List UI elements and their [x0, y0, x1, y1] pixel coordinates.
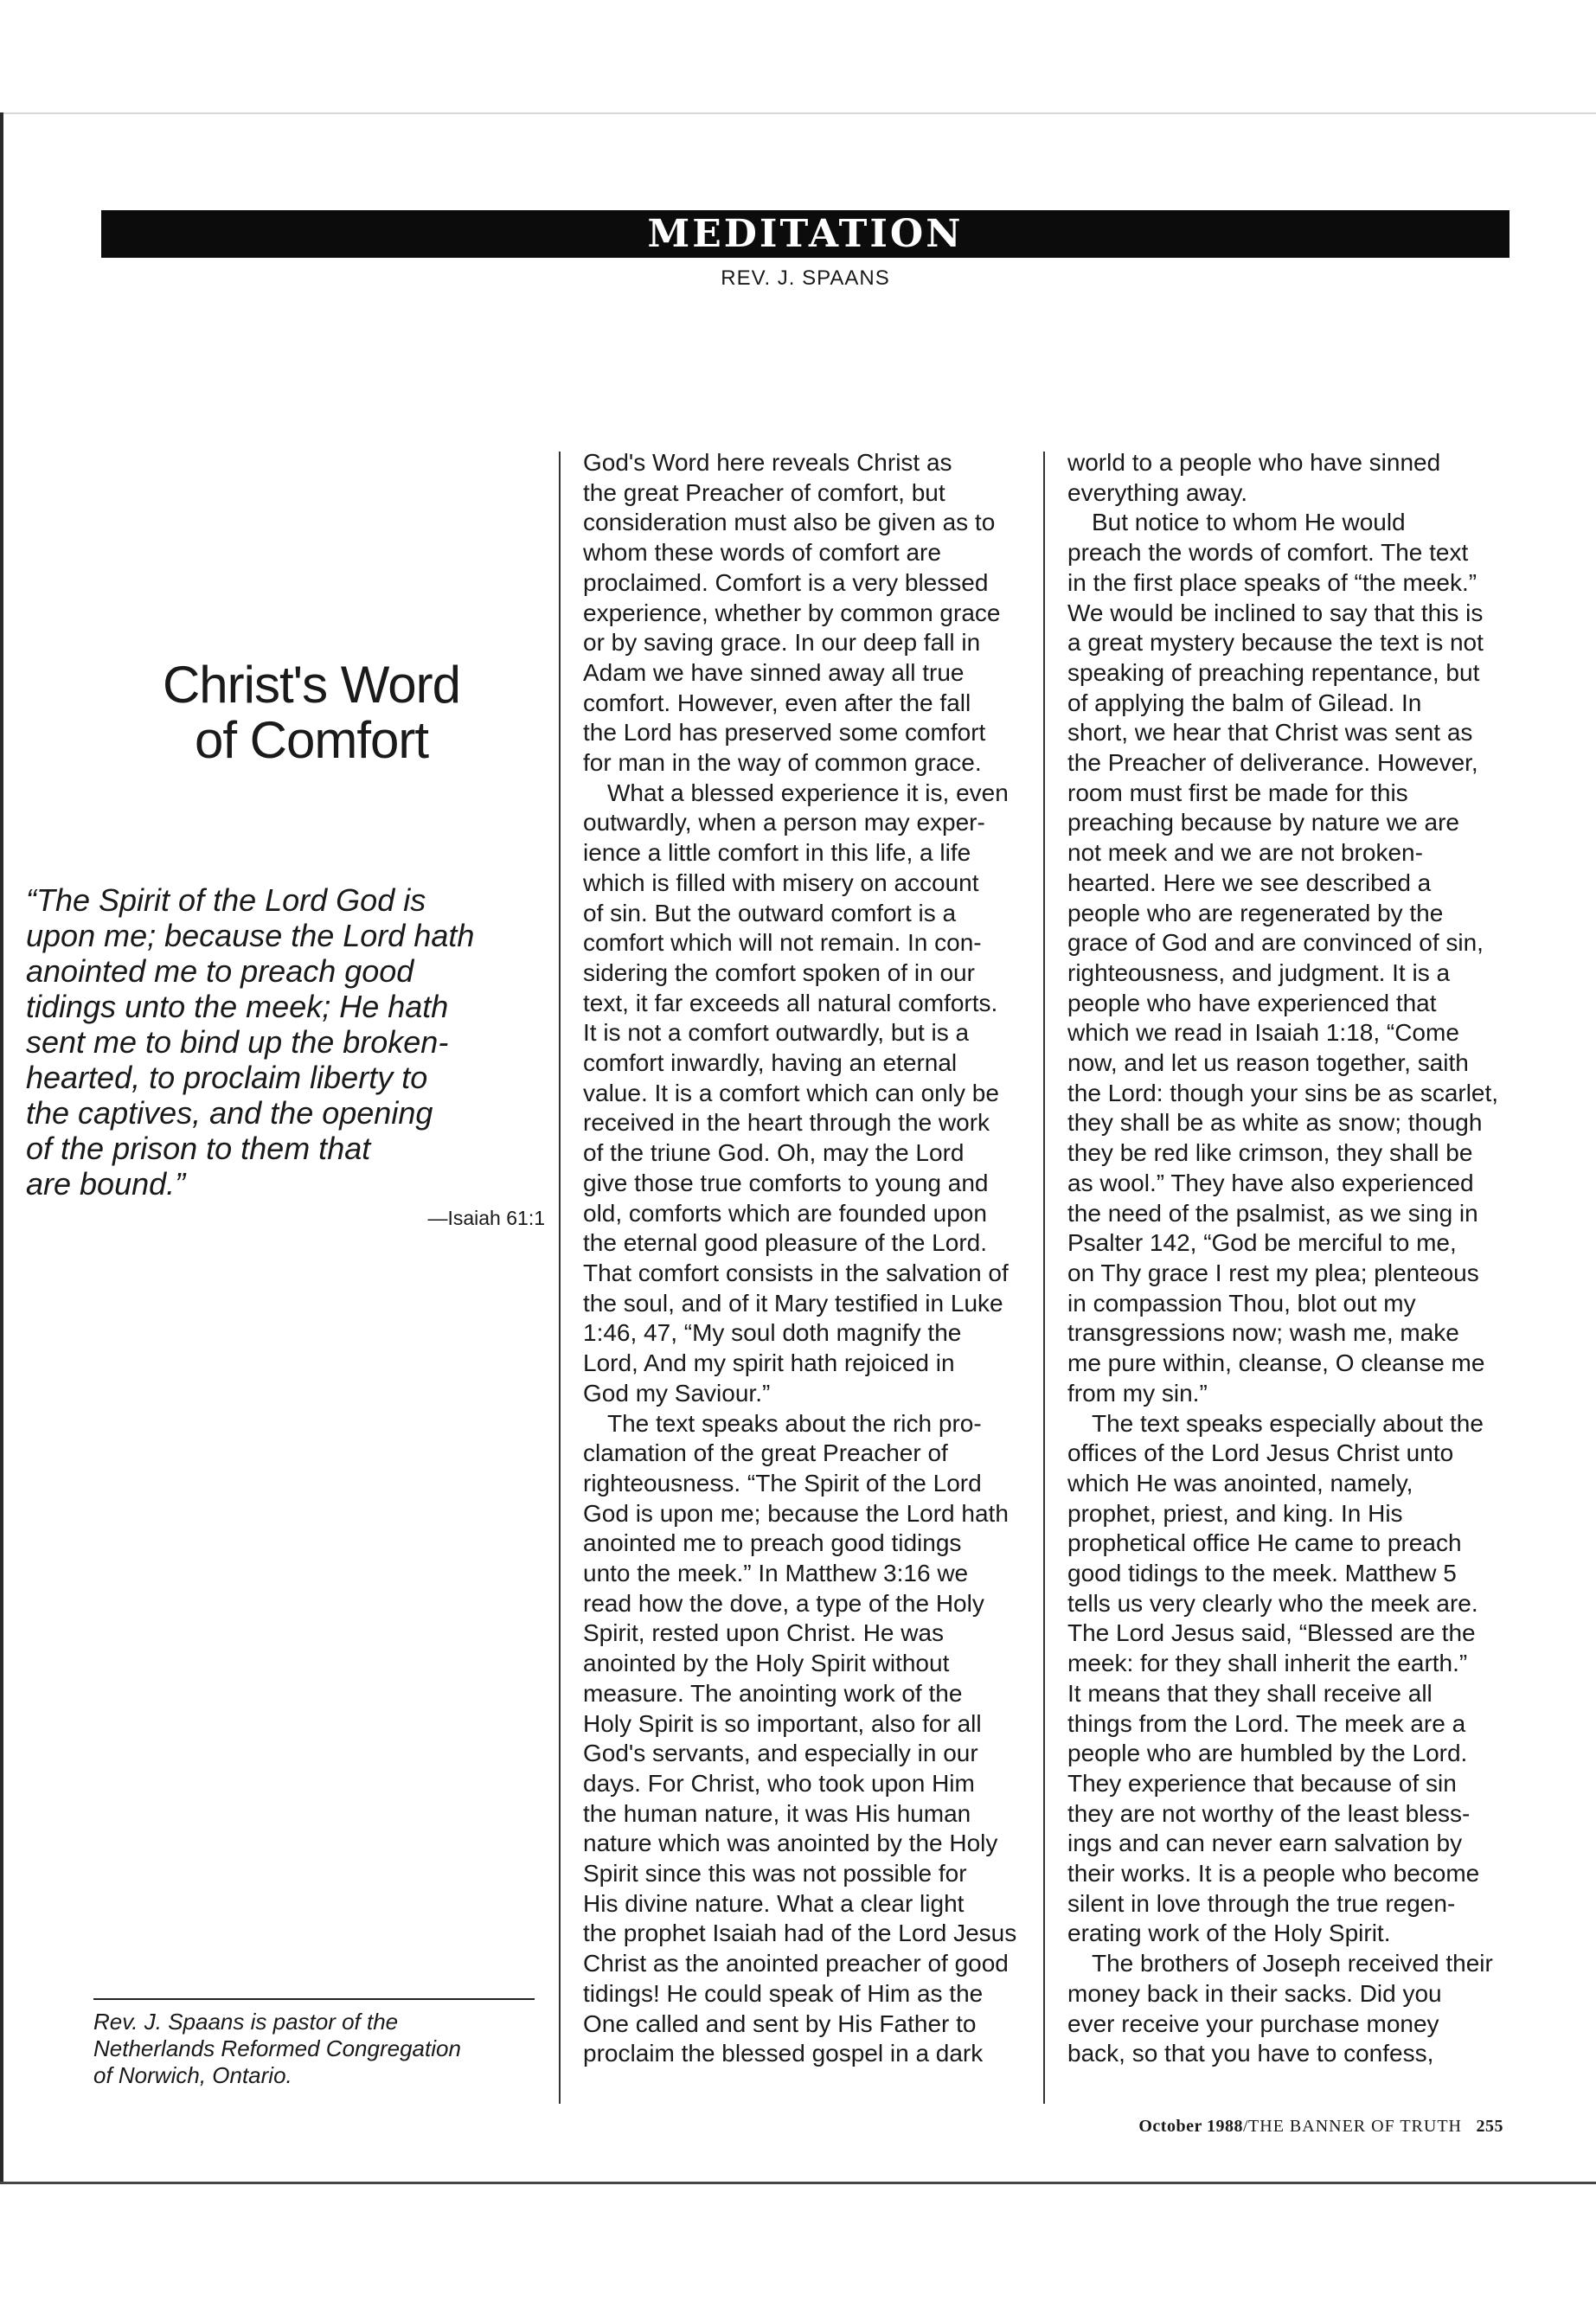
body-text-line: they be red like crimson, they shall be — [1067, 1139, 1473, 1167]
bio-line: Netherlands Reformed Congregation — [93, 2035, 461, 2061]
body-text-line: The text speaks about the rich pro- — [607, 1409, 982, 1437]
body-text-line: people who have experienced that — [1067, 989, 1437, 1016]
body-text-line: the soul, and of it Mary testified in Luke — [583, 1289, 1003, 1317]
body-text-line: hearted. Here we see described a — [1067, 868, 1432, 896]
body-text-line: which we read in Isaiah 1:18, “Come — [1067, 1019, 1459, 1047]
footer-publication: THE BANNER OF TRUTH — [1248, 2117, 1462, 2136]
body-text-line: the eternal good pleasure of the Lord. — [583, 1229, 988, 1257]
body-text-line: Psalter 142, “God be merciful to me, — [1067, 1229, 1457, 1257]
body-text-line: old, comforts which are founded upon — [583, 1199, 987, 1227]
scripture-quote — [26, 882, 545, 1202]
body-text-line: now, and let us reason together, saith — [1067, 1049, 1469, 1077]
body-text-line: Lord, And my spirit hath rejoiced in — [583, 1349, 955, 1377]
body-text-line: things from the Lord. The meek are a — [1067, 1709, 1466, 1737]
body-text-line: outwardly, when a person may exper- — [583, 809, 985, 836]
body-text-line: the human nature, it was His human — [583, 1799, 971, 1827]
body-text-line: Spirit since this was not possible for — [583, 1860, 967, 1888]
body-text-line: comfort which will not remain. In con- — [583, 929, 982, 957]
body-text-line: they shall be as white as snow; though — [1067, 1109, 1483, 1137]
body-text-line: God's servants, and especially in our — [583, 1740, 978, 1767]
quote-line: tidings unto the meek; He hath — [26, 989, 449, 1024]
body-text-line: anointed by the Holy Spirit without — [583, 1650, 950, 1677]
body-text-line: or by saving grace. In our deep fall in — [583, 629, 981, 657]
body-text-line: clamation of the great Preacher of — [583, 1439, 948, 1467]
body-text-line: proclaim the blessed gospel in a dark — [583, 2040, 984, 2067]
body-text-line: That comfort consists in the salvation of — [583, 1259, 1009, 1286]
body-text-line: ever receive your purchase money — [1067, 2009, 1439, 2037]
title-line: of Comfort — [194, 711, 429, 769]
body-text-line: consideration must also be given as to — [583, 509, 996, 536]
body-text-line: a great mystery because the text is not — [1067, 629, 1484, 657]
body-text-line: meek: for they shall inherit the earth.” — [1067, 1650, 1468, 1677]
quote-line: hearted, to proclaim liberty to — [26, 1060, 428, 1095]
body-text-line: me pure within, cleanse, O cleanse me — [1067, 1349, 1485, 1377]
body-text-line: sidering the comfort spoken of in our — [583, 958, 975, 986]
body-text-line: God my Saviour.” — [583, 1379, 771, 1407]
quote-line: are bound.” — [26, 1166, 186, 1202]
body-column-1 — [583, 448, 1031, 2069]
body-text-line: The brothers of Joseph received their — [1092, 1950, 1493, 1977]
body-text-line: tells us very clearly who the meek are. — [1067, 1589, 1478, 1617]
body-text-line: It means that they shall receive all — [1067, 1679, 1433, 1707]
body-text-line: the need of the psalmist, as we sing in — [1067, 1199, 1478, 1227]
body-text-line: The text speaks especially about the — [1092, 1409, 1484, 1437]
body-text-line: It is not a comfort outwardly, but is a — [583, 1019, 970, 1047]
body-text-line: short, we hear that Christ was sent as — [1067, 719, 1473, 747]
body-text-line: their works. It is a people who become — [1067, 1860, 1480, 1888]
body-text-line: transgressions now; wash me, make — [1067, 1319, 1459, 1347]
body-text-line: on Thy grace I rest my plea; plenteous — [1067, 1259, 1479, 1286]
body-text-line: Spirit, rested upon Christ. He was — [583, 1619, 945, 1647]
body-text-line: of applying the balm of Gilead. In — [1067, 689, 1422, 716]
body-text-line: unto the meek.” In Matthew 3:16 we — [583, 1560, 969, 1587]
quote-line: “The Spirit of the Lord God is — [26, 882, 426, 918]
quote-line: the captives, and the opening — [26, 1095, 433, 1131]
body-text-line: read how the dove, a type of the Holy — [583, 1589, 984, 1617]
bio-divider — [93, 1998, 535, 2000]
footer-separator: / — [1242, 2117, 1249, 2136]
body-text-line: of sin. But the outward comfort is a — [583, 899, 957, 926]
body-text-line: the Lord: though your sins be as scarlet, — [1067, 1079, 1499, 1106]
quote-line: sent me to bind up the broken- — [26, 1024, 449, 1060]
body-column-2 — [1067, 448, 1517, 2069]
body-text-line: experience, whether by common grace — [583, 599, 1001, 626]
quote-line: of the prison to them that — [26, 1131, 371, 1166]
author-bio — [93, 2009, 543, 2089]
page-bottom-edge — [0, 2182, 1596, 2184]
body-text-line: We would be inclined to say that this is — [1067, 599, 1484, 626]
body-text-line: tidings! He could speak of Him as the — [583, 1979, 984, 2007]
body-text-line: ience a little comfort in this life, a life — [583, 839, 971, 867]
body-text-line: silent in love through the true regen- — [1067, 1889, 1456, 1917]
body-text-line: people who are humbled by the Lord. — [1067, 1740, 1468, 1767]
body-text-line: of the triune God. Oh, may the Lord — [583, 1139, 965, 1167]
body-text-line: for man in the way of common grace. — [583, 749, 982, 777]
body-text-line: preaching because by nature we are — [1067, 809, 1459, 836]
body-text-line: ings and can never earn salvation by — [1067, 1830, 1463, 1857]
quote-line: anointed me to preach good — [26, 953, 414, 989]
body-text-line: God's Word here reveals Christ as — [583, 449, 952, 476]
body-text-line: room must first be made for this — [1067, 779, 1408, 806]
column-divider — [559, 452, 561, 2104]
quote-citation: —Isaiah 61:1 — [427, 1207, 545, 1229]
body-text-line: Adam we have sinned away all true — [583, 658, 965, 686]
body-text-line: righteousness. “The Spirit of the Lord — [583, 1469, 982, 1497]
body-text-line: which He was anointed, namely, — [1067, 1469, 1413, 1497]
body-text-line: good tidings to the meek. Matthew 5 — [1067, 1560, 1457, 1587]
section-banner — [101, 210, 1509, 258]
body-text-line: What a blessed experience it is, even — [607, 779, 1009, 806]
body-text-line: God is upon me; because the Lord hath — [583, 1499, 1009, 1527]
body-text-line: 1:46, 47, “My soul doth magnify the — [583, 1319, 962, 1347]
body-text-line: righteousness, and judgment. It is a — [1067, 958, 1451, 986]
body-text-line: the Preacher of deliverance. However, — [1067, 749, 1478, 777]
body-text-line: grace of God and are convinced of sin, — [1067, 929, 1484, 957]
bio-line: of Norwich, Ontario. — [93, 2062, 292, 2088]
title-line: Christ's Word — [162, 656, 461, 714]
body-text-line: everything away. — [1067, 478, 1248, 506]
body-text-line: back, so that you have to confess, — [1067, 2040, 1434, 2067]
body-text-line: Holy Spirit is so important, also for all — [583, 1709, 982, 1737]
body-text-line: in the first place speaks of “the meek.” — [1067, 568, 1477, 596]
author-byline: REV. J. SPAANS — [721, 266, 890, 290]
title-block — [87, 657, 536, 768]
body-text-line: the Lord has preserved some comfort — [583, 719, 986, 747]
body-text-line: The Lord Jesus said, “Blessed are the — [1067, 1619, 1476, 1647]
body-text-line: the great Preacher of comfort, but — [583, 478, 945, 506]
banner-label: MEDITATION — [647, 212, 964, 256]
body-text-line: comfort. However, even after the fall — [583, 689, 971, 716]
body-text-line: erating work of the Holy Spirit. — [1067, 1920, 1391, 1947]
column-divider — [1043, 452, 1045, 2104]
body-text-line: Christ as the anointed preacher of good — [583, 1950, 1009, 1977]
body-text-line: speaking of preaching repentance, but — [1067, 658, 1480, 686]
body-text-line: value. It is a comfort which can only be — [583, 1079, 999, 1106]
body-text-line: measure. The anointing work of the — [583, 1679, 963, 1707]
body-text-line: anointed me to preach good tidings — [583, 1529, 962, 1557]
page-top-edge — [0, 112, 1596, 114]
body-text-line: proclaimed. Comfort is a very blessed — [583, 568, 989, 596]
article-title — [87, 657, 536, 768]
bio-line: Rev. J. Spaans is pastor of the — [93, 2009, 399, 2035]
body-text-line: money back in their sacks. Did you — [1067, 1979, 1442, 2007]
body-text-line: comfort inwardly, having an eternal — [583, 1049, 958, 1077]
body-text-line: offices of the Lord Jesus Christ unto — [1067, 1439, 1454, 1467]
page-left-edge — [0, 112, 3, 2184]
body-text-line: not meek and we are not broken- — [1067, 839, 1423, 867]
body-text-line: whom these words of comfort are — [583, 539, 941, 567]
body-text-line: they are not worthy of the least bless- — [1067, 1799, 1471, 1827]
body-text-line: text, it far exceeds all natural comforts. — [583, 989, 998, 1016]
body-text-line: as wool.” They have also experienced — [1067, 1169, 1474, 1196]
quote-line: upon me; because the Lord hath — [26, 918, 475, 953]
body-text-line: received in the heart through the work — [583, 1109, 990, 1137]
body-text-line: They experience that because of sin — [1067, 1769, 1457, 1797]
body-text-line: give those true comforts to young and — [583, 1169, 989, 1196]
page-footer — [950, 2117, 1503, 2137]
body-text-line: prophet, priest, and king. In His — [1067, 1499, 1403, 1527]
body-text-line: in compassion Thou, blot out my — [1067, 1289, 1416, 1317]
body-text-line: nature which was anointed by the Holy — [583, 1830, 998, 1857]
body-text-line: world to a people who have sinned — [1067, 449, 1441, 476]
body-text-line: the prophet Isaiah had of the Lord Jesus — [583, 1920, 1017, 1947]
body-text-line: days. For Christ, who took upon Him — [583, 1769, 975, 1797]
body-text-line: prophetical office He came to preach — [1067, 1529, 1462, 1557]
body-text-line: His divine nature. What a clear light — [583, 1889, 965, 1917]
body-text-line: But notice to whom He would — [1092, 509, 1406, 536]
body-text-line: One called and sent by His Father to — [583, 2009, 977, 2037]
body-text-line: people who are regenerated by the — [1067, 899, 1444, 926]
body-text-line: from my sin.” — [1067, 1379, 1208, 1407]
footer-date: October 1988 — [1138, 2117, 1243, 2136]
body-text-line: preach the words of comfort. The text — [1067, 539, 1469, 567]
body-text-line: which is filled with misery on account — [583, 868, 979, 896]
page-number: 255 — [1476, 2117, 1503, 2136]
